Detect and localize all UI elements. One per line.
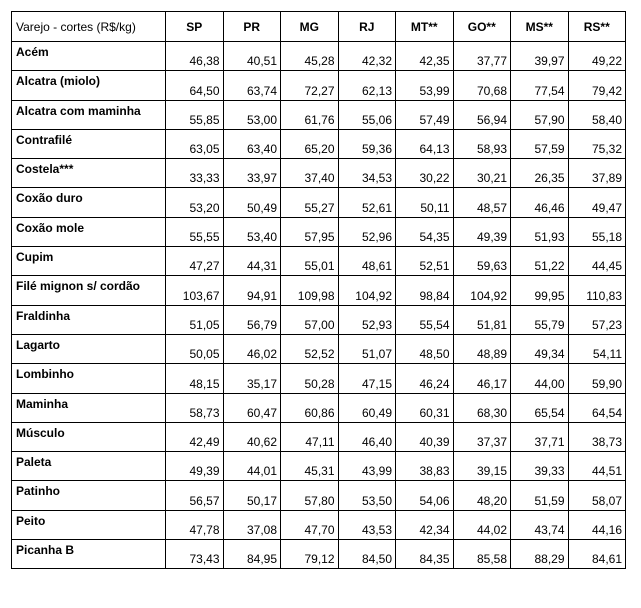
price-cell: 68,30 <box>453 393 511 422</box>
price-cell: 51,93 <box>511 217 569 246</box>
price-cell: 99,95 <box>511 276 569 305</box>
price-cell: 85,58 <box>453 540 511 569</box>
price-cell: 52,61 <box>338 188 396 217</box>
table-row <box>12 159 626 188</box>
price-cell: 42,34 <box>396 510 454 539</box>
price-cell: 37,08 <box>223 510 281 539</box>
price-cell: 48,20 <box>453 481 511 510</box>
price-cell: 43,74 <box>511 510 569 539</box>
cut-name-cell: Coxão mole <box>12 217 166 246</box>
price-cell: 60,86 <box>281 393 339 422</box>
cut-name-cell: Alcatra com maminha <box>12 100 166 129</box>
header-cell-region: MS** <box>511 12 569 42</box>
price-cell: 46,46 <box>511 188 569 217</box>
price-cell: 84,95 <box>223 540 281 569</box>
price-cell: 42,32 <box>338 42 396 71</box>
table-row <box>12 129 626 158</box>
price-cell: 84,50 <box>338 540 396 569</box>
price-cell: 58,40 <box>568 100 626 129</box>
price-cell: 54,35 <box>396 217 454 246</box>
price-cell: 53,00 <box>223 100 281 129</box>
price-cell: 37,77 <box>453 42 511 71</box>
table-row <box>12 217 626 246</box>
price-cell: 49,47 <box>568 188 626 217</box>
price-cell: 49,39 <box>166 452 224 481</box>
price-cell: 40,39 <box>396 422 454 451</box>
price-cell: 58,73 <box>166 393 224 422</box>
price-cell: 49,34 <box>511 334 569 363</box>
price-cell: 40,51 <box>223 42 281 71</box>
price-cell: 44,00 <box>511 364 569 393</box>
price-cell: 33,33 <box>166 159 224 188</box>
header-cell-region: GO** <box>453 12 511 42</box>
price-cell: 55,79 <box>511 305 569 334</box>
price-cell: 84,61 <box>568 540 626 569</box>
price-cell: 47,27 <box>166 247 224 276</box>
price-cell: 55,85 <box>166 100 224 129</box>
price-cell: 55,01 <box>281 247 339 276</box>
price-cell: 48,50 <box>396 334 454 363</box>
price-cell: 60,49 <box>338 393 396 422</box>
price-cell: 47,11 <box>281 422 339 451</box>
price-cell: 51,07 <box>338 334 396 363</box>
price-cell: 59,36 <box>338 129 396 158</box>
price-cell: 79,12 <box>281 540 339 569</box>
price-cell: 59,63 <box>453 247 511 276</box>
price-cell: 50,28 <box>281 364 339 393</box>
cut-name-cell: Alcatra (miolo) <box>12 71 166 100</box>
price-cell: 104,92 <box>453 276 511 305</box>
table-row <box>12 364 626 393</box>
price-cell: 61,76 <box>281 100 339 129</box>
price-cell: 56,57 <box>166 481 224 510</box>
price-cell: 42,35 <box>396 42 454 71</box>
price-table <box>11 11 626 569</box>
price-cell: 54,06 <box>396 481 454 510</box>
price-cell: 30,21 <box>453 159 511 188</box>
price-cell: 55,27 <box>281 188 339 217</box>
price-cell: 77,54 <box>511 71 569 100</box>
price-cell: 47,78 <box>166 510 224 539</box>
price-cell: 64,13 <box>396 129 454 158</box>
price-cell: 62,13 <box>338 71 396 100</box>
table-row <box>12 305 626 334</box>
price-cell: 49,39 <box>453 217 511 246</box>
price-cell: 56,79 <box>223 305 281 334</box>
header-row <box>12 12 626 42</box>
price-cell: 75,32 <box>568 129 626 158</box>
header-cell-region: RJ <box>338 12 396 42</box>
price-cell: 79,42 <box>568 71 626 100</box>
price-cell: 40,62 <box>223 422 281 451</box>
price-cell: 33,97 <box>223 159 281 188</box>
price-cell: 109,98 <box>281 276 339 305</box>
price-cell: 57,49 <box>396 100 454 129</box>
cut-name-cell: Picanha B <box>12 540 166 569</box>
cut-name-cell: Peito <box>12 510 166 539</box>
price-cell: 49,22 <box>568 42 626 71</box>
table-row <box>12 393 626 422</box>
price-cell: 70,68 <box>453 71 511 100</box>
price-cell: 47,15 <box>338 364 396 393</box>
price-cell: 42,49 <box>166 422 224 451</box>
price-cell: 43,99 <box>338 452 396 481</box>
table-header <box>12 12 626 42</box>
price-cell: 53,99 <box>396 71 454 100</box>
table-row <box>12 452 626 481</box>
price-cell: 44,16 <box>568 510 626 539</box>
table-row <box>12 334 626 363</box>
price-cell: 48,61 <box>338 247 396 276</box>
price-cell: 39,33 <box>511 452 569 481</box>
cut-name-cell: Paleta <box>12 452 166 481</box>
price-cell: 37,37 <box>453 422 511 451</box>
price-cell: 60,31 <box>396 393 454 422</box>
price-cell: 38,73 <box>568 422 626 451</box>
price-cell: 57,59 <box>511 129 569 158</box>
price-cell: 58,93 <box>453 129 511 158</box>
price-cell: 57,90 <box>511 100 569 129</box>
price-cell: 47,70 <box>281 510 339 539</box>
price-cell: 60,47 <box>223 393 281 422</box>
price-cell: 30,22 <box>396 159 454 188</box>
table-row <box>12 188 626 217</box>
price-cell: 57,23 <box>568 305 626 334</box>
table-row <box>12 510 626 539</box>
price-cell: 57,00 <box>281 305 339 334</box>
price-cell: 44,31 <box>223 247 281 276</box>
cut-name-cell: Contrafilé <box>12 129 166 158</box>
price-cell: 58,07 <box>568 481 626 510</box>
cut-name-cell: Músculo <box>12 422 166 451</box>
price-cell: 72,27 <box>281 71 339 100</box>
price-cell: 63,40 <box>223 129 281 158</box>
price-cell: 50,11 <box>396 188 454 217</box>
cut-name-cell: Lagarto <box>12 334 166 363</box>
cut-name-cell: Patinho <box>12 481 166 510</box>
price-cell: 55,18 <box>568 217 626 246</box>
price-cell: 59,90 <box>568 364 626 393</box>
table-row <box>12 276 626 305</box>
price-cell: 51,22 <box>511 247 569 276</box>
price-cell: 52,52 <box>281 334 339 363</box>
price-cell: 52,93 <box>338 305 396 334</box>
header-cell-region: RS** <box>568 12 626 42</box>
price-cell: 39,97 <box>511 42 569 71</box>
price-cell: 55,54 <box>396 305 454 334</box>
table-row <box>12 71 626 100</box>
price-cell: 44,01 <box>223 452 281 481</box>
cut-name-cell: Costela*** <box>12 159 166 188</box>
cut-name-cell: Filé mignon s/ cordão <box>12 276 166 305</box>
table-row <box>12 481 626 510</box>
price-cell: 46,24 <box>396 364 454 393</box>
price-cell: 88,29 <box>511 540 569 569</box>
price-cell: 46,38 <box>166 42 224 71</box>
price-cell: 46,02 <box>223 334 281 363</box>
cut-name-cell: Fraldinha <box>12 305 166 334</box>
price-cell: 53,20 <box>166 188 224 217</box>
price-cell: 51,59 <box>511 481 569 510</box>
price-cell: 64,50 <box>166 71 224 100</box>
header-cell-region: MG <box>281 12 339 42</box>
price-cell: 38,83 <box>396 452 454 481</box>
cut-name-cell: Lombinho <box>12 364 166 393</box>
price-cell: 63,74 <box>223 71 281 100</box>
price-cell: 103,67 <box>166 276 224 305</box>
price-cell: 56,94 <box>453 100 511 129</box>
price-cell: 55,55 <box>166 217 224 246</box>
price-cell: 35,17 <box>223 364 281 393</box>
price-cell: 44,45 <box>568 247 626 276</box>
price-cell: 110,83 <box>568 276 626 305</box>
price-cell: 57,95 <box>281 217 339 246</box>
price-table-container <box>11 11 626 569</box>
price-cell: 48,15 <box>166 364 224 393</box>
price-cell: 43,53 <box>338 510 396 539</box>
price-cell: 64,54 <box>568 393 626 422</box>
cut-name-cell: Maminha <box>12 393 166 422</box>
price-cell: 73,43 <box>166 540 224 569</box>
table-row <box>12 42 626 71</box>
cut-name-cell: Coxão duro <box>12 188 166 217</box>
price-cell: 45,28 <box>281 42 339 71</box>
header-cell-region: PR <box>223 12 281 42</box>
price-cell: 46,17 <box>453 364 511 393</box>
price-cell: 98,84 <box>396 276 454 305</box>
price-cell: 52,96 <box>338 217 396 246</box>
price-cell: 37,40 <box>281 159 339 188</box>
price-cell: 53,50 <box>338 481 396 510</box>
table-row <box>12 422 626 451</box>
table-row <box>12 100 626 129</box>
price-cell: 50,49 <box>223 188 281 217</box>
price-cell: 50,05 <box>166 334 224 363</box>
price-cell: 54,11 <box>568 334 626 363</box>
cut-name-cell: Cupim <box>12 247 166 276</box>
price-cell: 51,81 <box>453 305 511 334</box>
price-cell: 37,89 <box>568 159 626 188</box>
table-row <box>12 247 626 276</box>
price-cell: 55,06 <box>338 100 396 129</box>
price-cell: 94,91 <box>223 276 281 305</box>
header-cell-category: Varejo - cortes (R$/kg) <box>12 12 166 42</box>
cut-name-cell: Acém <box>12 42 166 71</box>
price-cell: 26,35 <box>511 159 569 188</box>
price-cell: 48,89 <box>453 334 511 363</box>
price-cell: 51,05 <box>166 305 224 334</box>
price-cell: 44,02 <box>453 510 511 539</box>
price-cell: 39,15 <box>453 452 511 481</box>
price-cell: 44,51 <box>568 452 626 481</box>
price-cell: 45,31 <box>281 452 339 481</box>
price-cell: 50,17 <box>223 481 281 510</box>
price-cell: 34,53 <box>338 159 396 188</box>
price-cell: 46,40 <box>338 422 396 451</box>
price-cell: 65,54 <box>511 393 569 422</box>
price-cell: 57,80 <box>281 481 339 510</box>
price-cell: 104,92 <box>338 276 396 305</box>
price-cell: 37,71 <box>511 422 569 451</box>
header-cell-region: MT** <box>396 12 454 42</box>
price-cell: 52,51 <box>396 247 454 276</box>
price-cell: 48,57 <box>453 188 511 217</box>
table-row <box>12 540 626 569</box>
price-cell: 53,40 <box>223 217 281 246</box>
header-cell-region: SP <box>166 12 224 42</box>
price-cell: 65,20 <box>281 129 339 158</box>
price-cell: 84,35 <box>396 540 454 569</box>
price-cell: 63,05 <box>166 129 224 158</box>
table-body <box>12 42 626 569</box>
